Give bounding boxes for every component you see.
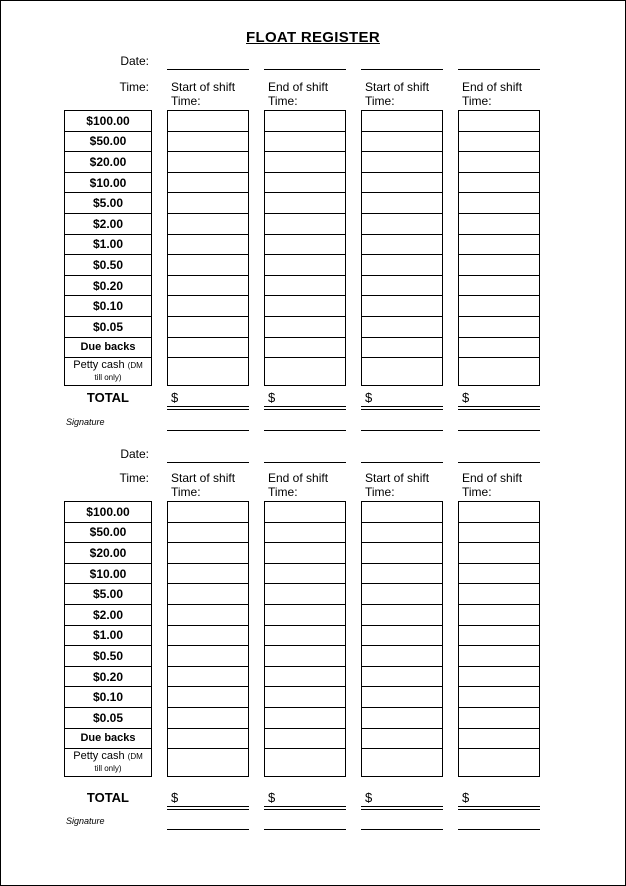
amount-input-cell[interactable] xyxy=(167,625,249,647)
denomination-cell: $2.00 xyxy=(64,213,152,235)
amount-input-cell[interactable] xyxy=(264,604,346,626)
amount-input-cell[interactable] xyxy=(361,604,443,626)
denomination-cell: $0.05 xyxy=(64,316,152,338)
shift-header-label: Start of shift xyxy=(365,471,430,485)
amount-input-cell[interactable] xyxy=(167,563,249,585)
denomination-cell: $50.00 xyxy=(64,522,152,544)
denomination-cell: $5.00 xyxy=(64,583,152,605)
shift-time-label: Time: xyxy=(171,485,201,499)
amount-input-cell[interactable] xyxy=(167,542,249,564)
denomination-cell: $5.00 xyxy=(64,192,152,214)
date-label: Date: xyxy=(120,447,149,461)
register-section xyxy=(1,1,625,885)
amount-input-cell[interactable] xyxy=(167,666,249,688)
petty-cash-note-2: till only) xyxy=(94,373,122,383)
signature-line[interactable] xyxy=(361,829,443,830)
amount-input-cell[interactable] xyxy=(167,501,249,523)
amount-input-cell[interactable] xyxy=(264,563,346,585)
amount-input-cell[interactable] xyxy=(167,686,249,708)
shift-header-label: Start of shift xyxy=(171,80,236,94)
amount-input-cell[interactable] xyxy=(167,748,249,777)
amount-input-cell[interactable] xyxy=(264,542,346,564)
amount-input-cell[interactable] xyxy=(458,728,540,750)
amount-input-cell[interactable] xyxy=(264,686,346,708)
total-double-underline[interactable] xyxy=(361,806,443,810)
shift-time-label: Time: xyxy=(365,94,395,108)
currency-symbol: $ xyxy=(462,390,470,405)
amount-input-cell[interactable] xyxy=(264,748,346,777)
amount-input-cell[interactable] xyxy=(361,666,443,688)
amount-input-cell[interactable] xyxy=(167,522,249,544)
denomination-cell: $50.00 xyxy=(64,131,152,153)
amount-input-cell[interactable] xyxy=(264,625,346,647)
date-label: Date: xyxy=(120,54,149,68)
amount-input-cell[interactable] xyxy=(167,728,249,750)
amount-input-cell[interactable] xyxy=(458,583,540,605)
shift-column-header xyxy=(171,471,261,499)
total-double-underline[interactable] xyxy=(264,806,346,810)
amount-input-cell[interactable] xyxy=(264,522,346,544)
denomination-cell: $20.00 xyxy=(64,151,152,173)
shift-header-label: End of shift xyxy=(268,80,329,94)
amount-input-cell[interactable] xyxy=(458,666,540,688)
amount-input-cell[interactable] xyxy=(458,645,540,667)
amount-input-cell[interactable] xyxy=(458,563,540,585)
currency-symbol: $ xyxy=(171,390,179,405)
amount-input-cell[interactable] xyxy=(458,604,540,626)
amount-input-cell[interactable] xyxy=(361,625,443,647)
signature-line[interactable] xyxy=(458,829,540,830)
shift-time-label: Time: xyxy=(462,485,492,499)
amount-input-cell[interactable] xyxy=(361,522,443,544)
petty-cash-note: (DM xyxy=(127,361,143,371)
amount-input-cell[interactable] xyxy=(264,501,346,523)
petty-cash-cell xyxy=(64,748,152,777)
amount-input-cell[interactable] xyxy=(361,583,443,605)
petty-cash-note-2: till only) xyxy=(94,764,122,774)
denomination-cell: $0.20 xyxy=(64,666,152,688)
shift-header-label: Start of shift xyxy=(171,471,236,485)
amount-input-cell[interactable] xyxy=(361,748,443,777)
denomination-cell: $100.00 xyxy=(64,501,152,523)
date-entry-line[interactable] xyxy=(361,462,443,463)
amount-input-cell[interactable] xyxy=(361,686,443,708)
denomination-cell: Due backs xyxy=(64,728,152,750)
amount-input-cell[interactable] xyxy=(167,604,249,626)
date-entry-line[interactable] xyxy=(264,462,346,463)
denomination-cell: $2.00 xyxy=(64,604,152,626)
shift-header-label: Start of shift xyxy=(365,80,430,94)
amount-input-cell[interactable] xyxy=(361,728,443,750)
amount-input-cell[interactable] xyxy=(458,501,540,523)
denomination-cell: $0.05 xyxy=(64,707,152,729)
amount-input-cell[interactable] xyxy=(361,645,443,667)
amount-input-cell[interactable] xyxy=(458,625,540,647)
time-label: Time: xyxy=(119,471,149,485)
shift-time-label: Time: xyxy=(462,94,492,108)
petty-cash-main: Petty cash xyxy=(73,750,125,763)
date-entry-line[interactable] xyxy=(167,462,249,463)
amount-input-cell[interactable] xyxy=(458,686,540,708)
denomination-cell: $0.50 xyxy=(64,645,152,667)
time-label: Time: xyxy=(119,80,149,94)
denomination-cell: $0.10 xyxy=(64,295,152,317)
currency-symbol: $ xyxy=(171,790,179,805)
total-double-underline[interactable] xyxy=(458,806,540,810)
currency-symbol: $ xyxy=(268,790,276,805)
denomination-cell: Due backs xyxy=(64,337,152,359)
signature-label: Signature xyxy=(66,417,105,427)
total-label: TOTAL xyxy=(86,390,129,405)
petty-cash-label xyxy=(65,750,151,763)
denomination-cell: $10.00 xyxy=(64,172,152,194)
currency-symbol: $ xyxy=(268,390,276,405)
petty-cash-note: (DM xyxy=(127,752,143,762)
total-double-underline[interactable] xyxy=(167,806,249,810)
amount-input-cell[interactable] xyxy=(264,666,346,688)
amount-input-cell[interactable] xyxy=(167,583,249,605)
amount-input-cell[interactable] xyxy=(361,563,443,585)
amount-input-cell[interactable] xyxy=(458,522,540,544)
denomination-cell: $1.00 xyxy=(64,234,152,256)
shift-time-label: Time: xyxy=(365,485,395,499)
currency-symbol: $ xyxy=(365,390,373,405)
amount-input-cell[interactable] xyxy=(361,707,443,729)
amount-input-cell[interactable] xyxy=(458,542,540,564)
page-title: FLOAT REGISTER xyxy=(246,29,380,46)
denomination-cell: $20.00 xyxy=(64,542,152,564)
amount-input-cell[interactable] xyxy=(264,707,346,729)
amount-input-cell[interactable] xyxy=(458,707,540,729)
shift-column-header xyxy=(462,471,552,499)
shift-header-label: End of shift xyxy=(462,471,523,485)
denomination-cell: $100.00 xyxy=(64,110,152,132)
denomination-cell: $0.10 xyxy=(64,686,152,708)
date-entry-line[interactable] xyxy=(458,462,540,463)
amount-input-cell[interactable] xyxy=(264,728,346,750)
amount-input-cell[interactable] xyxy=(264,645,346,667)
denomination-cell: $10.00 xyxy=(64,563,152,585)
signature-line[interactable] xyxy=(167,829,249,830)
denomination-cell: $1.00 xyxy=(64,625,152,647)
total-label: TOTAL xyxy=(86,790,129,805)
shift-column-header xyxy=(268,471,358,499)
signature-label: Signature xyxy=(66,816,105,826)
shift-header-label: End of shift xyxy=(268,471,329,485)
amount-input-cell[interactable] xyxy=(361,542,443,564)
currency-symbol: $ xyxy=(365,790,373,805)
amount-input-cell[interactable] xyxy=(458,748,540,777)
amount-input-cell[interactable] xyxy=(167,707,249,729)
denomination-cell: $0.20 xyxy=(64,275,152,297)
denomination-cell: $0.50 xyxy=(64,254,152,276)
amount-input-cell[interactable] xyxy=(361,501,443,523)
amount-input-cell[interactable] xyxy=(167,645,249,667)
currency-symbol: $ xyxy=(462,790,470,805)
petty-cash-main: Petty cash xyxy=(73,359,125,372)
signature-line[interactable] xyxy=(264,829,346,830)
amount-input-cell[interactable] xyxy=(264,583,346,605)
shift-time-label: Time: xyxy=(268,94,298,108)
shift-time-label: Time: xyxy=(171,94,201,108)
shift-header-label: End of shift xyxy=(462,80,523,94)
shift-column-header xyxy=(365,471,455,499)
shift-time-label: Time: xyxy=(268,485,298,499)
